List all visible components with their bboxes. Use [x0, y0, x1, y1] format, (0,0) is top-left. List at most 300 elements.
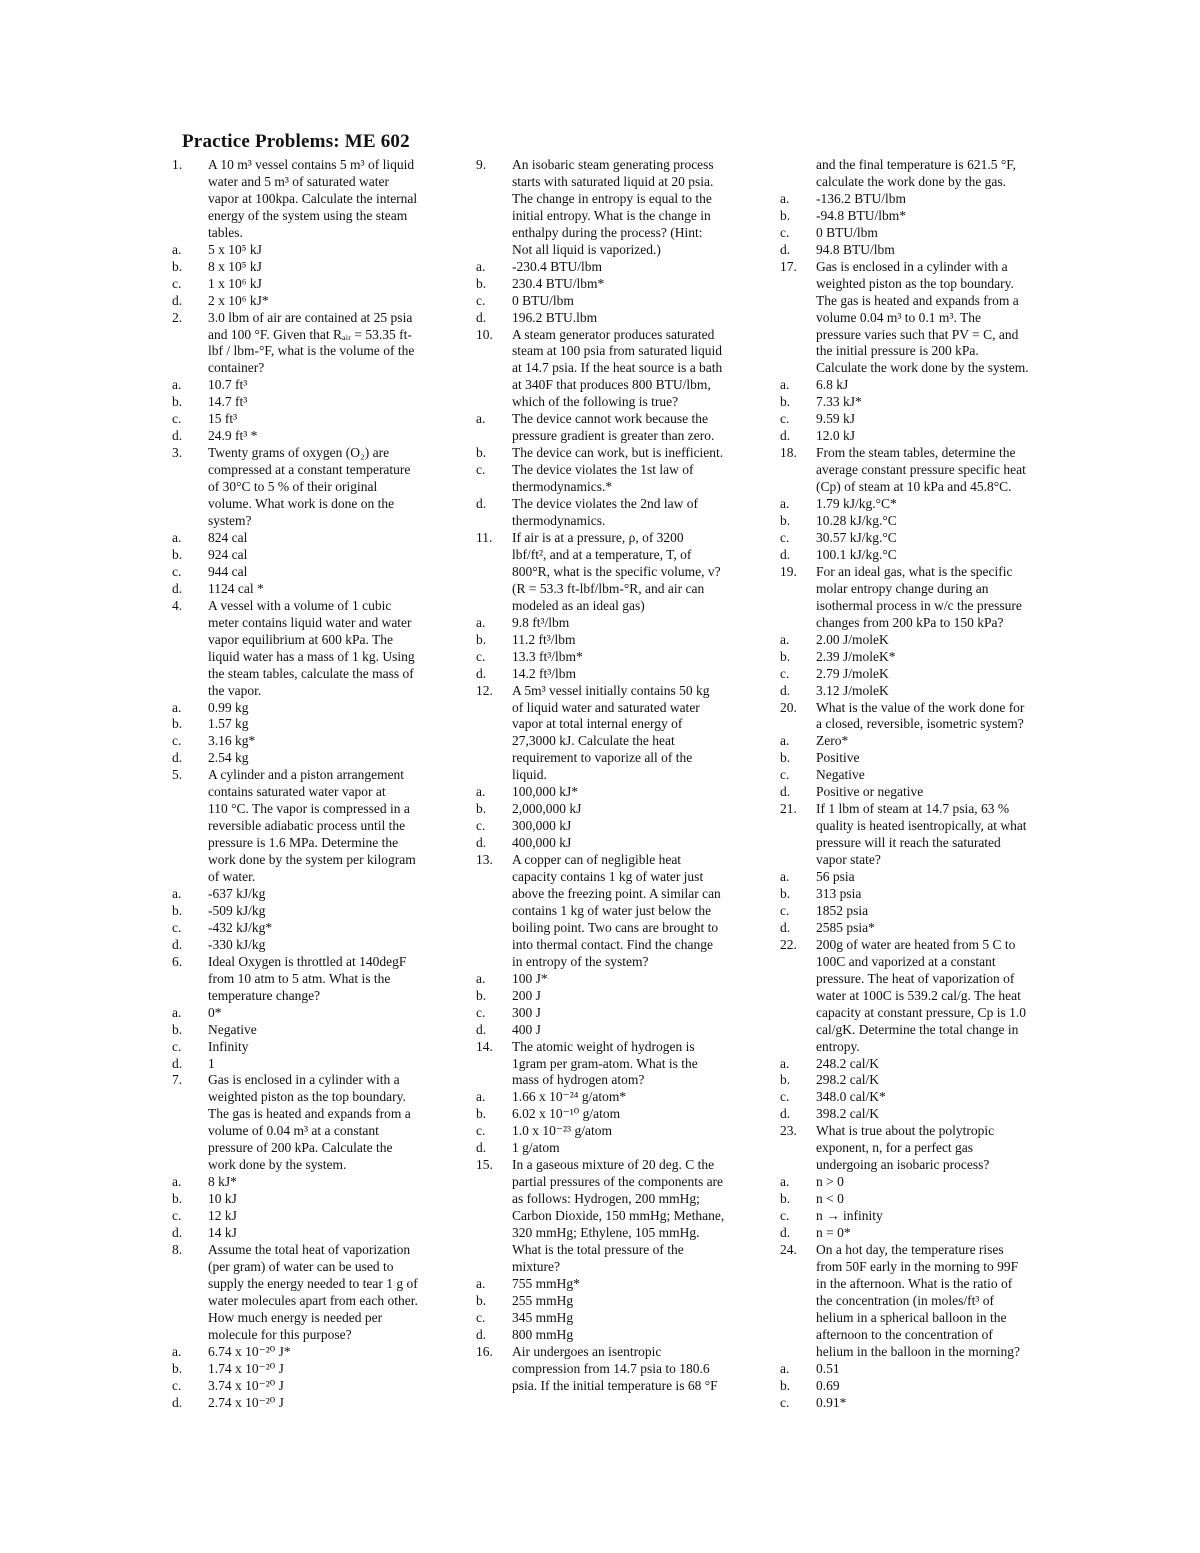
item-text: as follows: Hydrogen, 200 mmHg; [512, 1191, 700, 1207]
item-text: 0.69 [816, 1377, 840, 1393]
item-label: c. [476, 1004, 486, 1020]
item-text: 1124 cal * [208, 580, 264, 596]
item-label [172, 632, 208, 649]
text-line [476, 581, 746, 598]
text-line [476, 411, 746, 428]
text-line [476, 801, 746, 818]
item-text: above the freezing point. A similar can [512, 885, 721, 901]
text-line [476, 1056, 746, 1073]
item-label: 9. [476, 157, 487, 172]
text-line [476, 327, 746, 344]
text-line [172, 208, 442, 225]
item-text: reversible adiabatic process until the [208, 818, 406, 834]
item-label [172, 818, 208, 835]
item-label: c. [172, 1377, 182, 1393]
item-text: 298.2 cal/K [816, 1072, 879, 1088]
item-label [172, 191, 208, 208]
item-text: 2.00 J/moleK [816, 631, 889, 647]
item-text: 2.54 kg [208, 750, 249, 766]
text-line [780, 598, 1050, 615]
text-line [780, 293, 1050, 310]
text-line [476, 615, 746, 632]
item-label [476, 360, 512, 377]
text-line [780, 835, 1050, 852]
text-line [172, 530, 442, 547]
item-text: helium in the balloon in the morning? [816, 1343, 1020, 1359]
item-text: 2585 psia* [816, 919, 875, 935]
item-text: 196.2 BTU.lbm [512, 309, 598, 325]
text-line [476, 733, 746, 750]
item-label [172, 462, 208, 479]
text-line [172, 954, 442, 971]
item-text: 6.8 kJ [816, 377, 849, 393]
text-line [172, 242, 442, 259]
text-line [172, 411, 442, 428]
item-text: 800 mmHg [512, 1326, 574, 1342]
item-text: 56 psia [816, 869, 855, 885]
item-text: lbf/ft², and at a temperature, T, of [512, 546, 692, 562]
item-text: (Cp) of steam at 10 kPa and 45.8°C. [816, 479, 1012, 495]
text-line [172, 310, 442, 327]
text-line [780, 1361, 1050, 1378]
item-text: 800°R, what is the specific volume, v? [512, 563, 721, 579]
item-label: b. [476, 445, 487, 461]
text-line [172, 513, 442, 530]
text-line [476, 1327, 746, 1344]
item-label [476, 937, 512, 954]
text-line [172, 1089, 442, 1106]
text-line [780, 784, 1050, 801]
item-label [172, 1276, 208, 1293]
text-line [476, 1361, 746, 1378]
item-label [172, 1106, 208, 1123]
item-text: molar entropy change during an [816, 580, 989, 596]
item-label: d. [172, 1055, 183, 1071]
item-label: b. [780, 394, 791, 410]
item-text: A copper can of negligible heat [512, 852, 682, 868]
item-text: requirement to vaporize all of the [512, 750, 693, 766]
item-text: 94.8 BTU/lbm [816, 241, 895, 257]
item-text: The device can work, but is inefficient. [512, 445, 724, 461]
item-text: steam at 100 psia from saturated liquid [512, 343, 722, 359]
item-label: b. [172, 1191, 183, 1207]
text-line [172, 632, 442, 649]
item-label: a. [780, 377, 790, 393]
item-label [476, 1056, 512, 1073]
text-line [172, 920, 442, 937]
item-text: isothermal process in w/c the pressure [816, 597, 1022, 613]
item-label [172, 496, 208, 513]
text-line [476, 1022, 746, 1039]
item-text: boiling point. Two cans are brought to [512, 919, 719, 935]
item-label: b. [172, 1360, 183, 1376]
text-line [476, 547, 746, 564]
item-label: d. [476, 1326, 487, 1342]
text-line [476, 750, 746, 767]
item-text: water at 100C is 539.2 cal/g. The heat [816, 987, 1021, 1003]
item-text: into thermal contact. Find the change [512, 936, 713, 952]
item-label [780, 1344, 816, 1361]
text-line [172, 1191, 442, 1208]
item-label: b. [476, 801, 487, 817]
text-line [780, 1089, 1050, 1106]
item-label [476, 903, 512, 920]
item-text: Assume the total heat of vaporization [208, 1242, 411, 1257]
item-label: a. [172, 1004, 182, 1020]
item-label: 10. [476, 326, 493, 342]
item-text: What is true about the polytropic [816, 1123, 995, 1139]
text-line [476, 852, 746, 869]
item-label [780, 852, 816, 869]
item-label: c. [476, 1309, 486, 1325]
item-text: vapor state? [816, 852, 881, 868]
item-label [172, 225, 208, 242]
item-label [780, 174, 816, 191]
item-label [780, 360, 816, 377]
item-text: weighted piston as the top boundary. [816, 275, 1014, 291]
text-line [172, 547, 442, 564]
text-line [476, 360, 746, 377]
text-line [780, 377, 1050, 394]
item-label: d. [780, 1106, 791, 1122]
text-line [476, 479, 746, 496]
text-line [476, 1344, 746, 1361]
item-label: 16. [476, 1343, 493, 1359]
text-line [172, 1395, 442, 1412]
item-label: c. [780, 1089, 790, 1105]
text-line [780, 1123, 1050, 1140]
item-label: d. [172, 292, 183, 308]
item-text: vapor at total internal energy of [512, 716, 683, 732]
text-line [780, 1140, 1050, 1157]
text-line [780, 886, 1050, 903]
item-label [476, 581, 512, 598]
item-text: Infinity [208, 1038, 249, 1054]
item-text: 3.12 J/moleK [816, 682, 889, 698]
item-label [780, 1039, 816, 1056]
text-line [476, 1123, 746, 1140]
item-text: 1.0 x 10⁻²³ g/atom [512, 1123, 612, 1139]
item-label: b. [780, 885, 791, 901]
item-text: For an ideal gas, what is the specific [816, 563, 1013, 579]
item-label: 3. [172, 445, 183, 461]
item-text: n > 0 [816, 1174, 844, 1190]
text-line [476, 276, 746, 293]
item-text: 24.9 ft³ * [208, 428, 258, 444]
text-line [476, 1039, 746, 1056]
text-line [476, 767, 746, 784]
item-text: container? [208, 360, 265, 376]
item-label: c. [780, 665, 790, 681]
column-3 [780, 157, 1050, 1412]
item-text: 348.0 cal/K* [816, 1089, 886, 1105]
item-label [780, 1293, 816, 1310]
item-text: compression from 14.7 psia to 180.6 [512, 1360, 710, 1376]
item-label: a. [476, 411, 486, 427]
text-line [476, 835, 746, 852]
text-line [172, 1344, 442, 1361]
item-text: 2.39 J/moleK* [816, 648, 896, 664]
item-label: d. [476, 1021, 487, 1037]
item-label [780, 988, 816, 1005]
text-line [476, 954, 746, 971]
item-label: a. [172, 377, 182, 393]
item-label: 14. [476, 1038, 493, 1054]
item-text: 5 x 10⁵ kJ [208, 241, 262, 257]
item-text: starts with saturated liquid at 20 psia. [512, 173, 714, 189]
item-label: a. [172, 699, 182, 715]
text-line [476, 1005, 746, 1022]
item-text: If air is at a pressure, ρ, of 3200 [512, 529, 684, 545]
text-line [172, 293, 442, 310]
item-text: The atomic weight of hydrogen is [512, 1038, 695, 1054]
text-line [780, 683, 1050, 700]
item-text: 1852 psia [816, 902, 869, 918]
text-line [476, 903, 746, 920]
item-text: 1 x 10⁶ kJ [208, 275, 262, 291]
item-text: A 5m³ vessel initially contains 50 kg [512, 682, 710, 698]
item-label: a. [780, 869, 790, 885]
item-label [780, 971, 816, 988]
item-label [780, 343, 816, 360]
item-text: 14.2 ft³/lbm [512, 665, 577, 681]
text-line [172, 1293, 442, 1310]
item-text: mixture? [512, 1258, 560, 1274]
item-text: Air undergoes an isentropic [512, 1343, 662, 1359]
text-line [780, 411, 1050, 428]
text-line [172, 1242, 442, 1259]
item-text: contains saturated water vapor at [208, 784, 386, 800]
item-label [780, 598, 816, 615]
item-label: c. [780, 902, 790, 918]
item-text: from 10 atm to 5 atm. What is the [208, 970, 391, 986]
item-text: entropy. [816, 1038, 860, 1054]
item-text: contains 1 kg of water just below the [512, 902, 712, 918]
text-line [476, 1106, 746, 1123]
item-text: temperature change? [208, 987, 321, 1003]
item-label: 13. [476, 852, 493, 868]
item-text: work done by the system. [208, 1157, 347, 1173]
text-line [172, 1225, 442, 1242]
item-label: d. [780, 428, 791, 444]
item-label [780, 462, 816, 479]
item-text: 2.74 x 10⁻²⁰ J [208, 1394, 284, 1410]
item-text: exponent, n, for a perfect gas [816, 1140, 974, 1156]
item-text: at 340F that produces 800 BTU/lbm, [512, 377, 711, 393]
item-text: 0* [208, 1004, 222, 1020]
text-line [780, 547, 1050, 564]
item-text: n < 0 [816, 1191, 844, 1207]
item-text: 0.51 [816, 1360, 840, 1376]
text-line [476, 377, 746, 394]
item-label: 6. [172, 953, 183, 969]
item-text: initial entropy. What is the change in [512, 207, 711, 223]
text-line [780, 818, 1050, 835]
item-text: which of the following is true? [512, 394, 679, 410]
item-label [476, 1242, 512, 1259]
item-label [172, 1310, 208, 1327]
item-text: A cylinder and a piston arrangement [208, 767, 405, 783]
item-label: b. [172, 394, 183, 410]
item-text: 313 psia [816, 885, 862, 901]
item-text: 100C and vaporized at a constant [816, 953, 996, 969]
item-text: Negative [816, 767, 865, 783]
item-text: The change in entropy is equal to the [512, 190, 712, 206]
item-text: pressure varies such that PV = C, and [816, 326, 1019, 342]
text-line [780, 767, 1050, 784]
item-text: mass of hydrogen atom? [512, 1072, 645, 1088]
text-line [780, 564, 1050, 581]
item-label [476, 225, 512, 242]
text-line [172, 784, 442, 801]
text-line [780, 632, 1050, 649]
text-line [780, 1310, 1050, 1327]
item-text: Carbon Dioxide, 150 mmHg; Methane, [512, 1208, 725, 1224]
item-text: calculate the work done by the gas. [816, 173, 1007, 189]
item-text: partial pressures of the components are [512, 1174, 724, 1190]
item-text: 1gram per gram-atom. What is the [512, 1055, 698, 1071]
item-label [780, 615, 816, 632]
text-line [172, 988, 442, 1005]
text-line [172, 1259, 442, 1276]
text-line [476, 920, 746, 937]
item-text: 824 cal [208, 529, 248, 545]
text-line [476, 310, 746, 327]
item-text: -136.2 BTU/lbm [816, 190, 906, 206]
text-line [172, 1123, 442, 1140]
item-text: 110 °C. The vapor is compressed in a [208, 801, 410, 817]
item-text: system? [208, 513, 252, 529]
text-line [172, 360, 442, 377]
item-label [780, 835, 816, 852]
item-text: 2,000,000 kJ [512, 801, 582, 817]
item-label [172, 174, 208, 191]
item-label: 19. [780, 563, 797, 579]
item-text: vapor equilibrium at 600 kPa. The [208, 631, 393, 647]
item-text: liquid water has a mass of 1 kg. Using [208, 648, 415, 664]
item-text: The device violates the 1st law of [512, 462, 694, 478]
item-label [476, 1225, 512, 1242]
text-line [780, 920, 1050, 937]
item-text: 200g of water are heated from 5 C to [816, 936, 1016, 952]
text-line [172, 1106, 442, 1123]
item-text: 8 x 10⁵ kJ [208, 258, 262, 274]
item-text: pressure. The heat of vaporization of [816, 970, 1015, 986]
item-text: 1.74 x 10⁻²⁰ J [208, 1360, 284, 1376]
item-text: 1.79 kJ/kg.°C* [816, 496, 897, 512]
text-line [780, 479, 1050, 496]
item-label: c. [172, 919, 182, 935]
item-label [476, 513, 512, 530]
item-label: d. [780, 241, 791, 257]
item-text: Calculate the work done by the system. [816, 360, 1029, 376]
text-line [476, 343, 746, 360]
text-line [172, 157, 442, 174]
text-line [780, 801, 1050, 818]
item-label: d. [780, 784, 791, 800]
item-text: The gas is heated and expands from a [816, 292, 1019, 308]
item-text: afternoon to the concentration of [816, 1326, 993, 1342]
item-label: a. [172, 1343, 182, 1359]
text-line [172, 1361, 442, 1378]
text-line [780, 513, 1050, 530]
item-label: c. [780, 411, 790, 427]
item-label: 1. [172, 157, 183, 172]
item-text: volume of 0.04 m³ at a constant [208, 1123, 379, 1139]
item-text: 3.0 lbm of air are contained at 25 psia [208, 309, 413, 325]
text-line [780, 1395, 1050, 1412]
item-label: a. [780, 733, 790, 749]
item-label: d. [476, 496, 487, 512]
text-line [780, 988, 1050, 1005]
item-text: -94.8 BTU/lbm* [816, 207, 906, 223]
item-text: 1 [208, 1055, 215, 1071]
item-label: a. [780, 1360, 790, 1376]
item-label [780, 1140, 816, 1157]
item-text: 3.16 kg* [208, 733, 256, 749]
item-text: pressure of 200 kPa. Calculate the [208, 1140, 393, 1156]
item-text: vapor at 100kpa. Calculate the internal [208, 190, 418, 206]
item-label: a. [780, 496, 790, 512]
item-label [172, 1327, 208, 1344]
item-text: A vessel with a volume of 1 cubic [208, 597, 392, 613]
item-label: c. [476, 292, 486, 308]
item-text: at 14.7 psia. If the heat source is a bath [512, 360, 723, 376]
item-text: -432 kJ/kg* [208, 919, 273, 935]
item-label: c. [476, 1123, 486, 1139]
item-text: 10 kJ [208, 1191, 237, 1207]
item-label: c. [172, 275, 182, 291]
text-line [780, 225, 1050, 242]
text-line [476, 1140, 746, 1157]
text-line [172, 886, 442, 903]
item-label: a. [476, 970, 486, 986]
text-line [780, 208, 1050, 225]
item-label [476, 394, 512, 411]
item-label [780, 310, 816, 327]
item-text: Ideal Oxygen is throttled at 140degF [208, 953, 407, 969]
item-label [476, 1208, 512, 1225]
item-label [476, 598, 512, 615]
text-line [476, 1072, 746, 1089]
text-line [172, 1310, 442, 1327]
item-text: 27,3000 kJ. Calculate the heat [512, 733, 675, 749]
item-text: tables. [208, 224, 243, 240]
item-label [172, 208, 208, 225]
text-line [780, 1276, 1050, 1293]
item-label [172, 513, 208, 530]
text-line [780, 869, 1050, 886]
item-text: 300,000 kJ [512, 818, 572, 834]
item-label: a. [476, 1089, 486, 1105]
text-line [476, 1174, 746, 1191]
item-label: 22. [780, 936, 797, 952]
item-text: -509 kJ/kg [208, 902, 266, 918]
item-label: b. [476, 987, 487, 1003]
item-label: 21. [780, 801, 797, 817]
item-text: Not all liquid is vaporized.) [512, 241, 661, 257]
item-text: meter contains liquid water and water [208, 614, 412, 630]
item-text: 6.74 x 10⁻²⁰ J* [208, 1343, 291, 1359]
item-label: c. [172, 1038, 182, 1054]
item-label [172, 683, 208, 700]
item-text: -330 kJ/kg [208, 936, 266, 952]
text-line [172, 598, 442, 615]
item-label: c. [780, 529, 790, 545]
item-text: thermodynamics. [512, 513, 606, 529]
item-text: 0.99 kg [208, 699, 249, 715]
item-text: volume. What work is done on the [208, 496, 395, 512]
